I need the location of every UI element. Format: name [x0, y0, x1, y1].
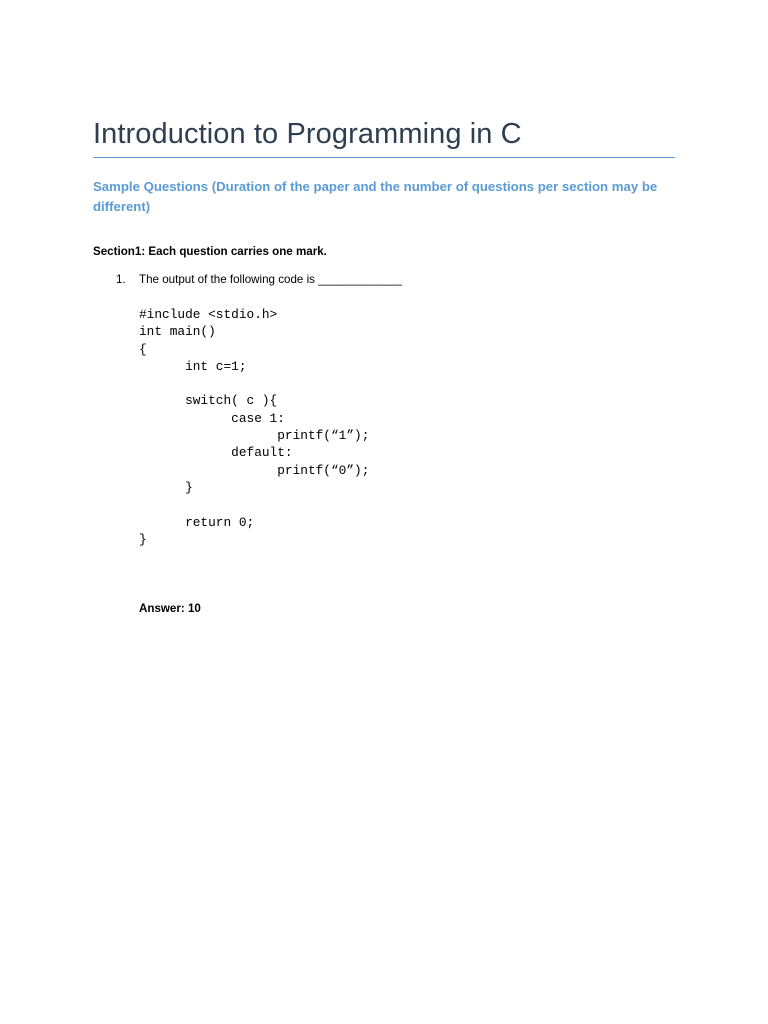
- code-line: default:: [139, 445, 293, 461]
- code-line: switch( c ){: [139, 393, 278, 409]
- section-heading: Section1: Each question carries one mark.: [93, 245, 327, 258]
- code-line: case 1:: [139, 410, 285, 426]
- code-line: {: [139, 341, 147, 357]
- code-line: }: [139, 479, 193, 495]
- question-number: 1.: [116, 273, 126, 286]
- code-line: }: [139, 531, 147, 547]
- code-line: [139, 375, 369, 392]
- document-subtitle: Sample Questions (Duration of the paper and the number of questions per section may be different): [93, 179, 658, 214]
- code-line: int main(): [139, 324, 216, 340]
- code-line: printf(“1”);: [139, 428, 370, 444]
- code-line: [139, 496, 369, 513]
- document-title: Introduction to Programming in C: [93, 118, 522, 150]
- code-line: int c=1;: [139, 358, 247, 374]
- code-block: [139, 306, 369, 548]
- code-line: printf(“0”);: [139, 462, 370, 478]
- question-1: [116, 271, 402, 289]
- code-line: return 0;: [139, 514, 255, 530]
- answer-text: Answer: 10: [139, 602, 201, 615]
- question-text: The output of the following code is _____________: [139, 273, 402, 286]
- code-line: #include <stdio.h>: [139, 307, 278, 322]
- title-underline: [93, 157, 675, 158]
